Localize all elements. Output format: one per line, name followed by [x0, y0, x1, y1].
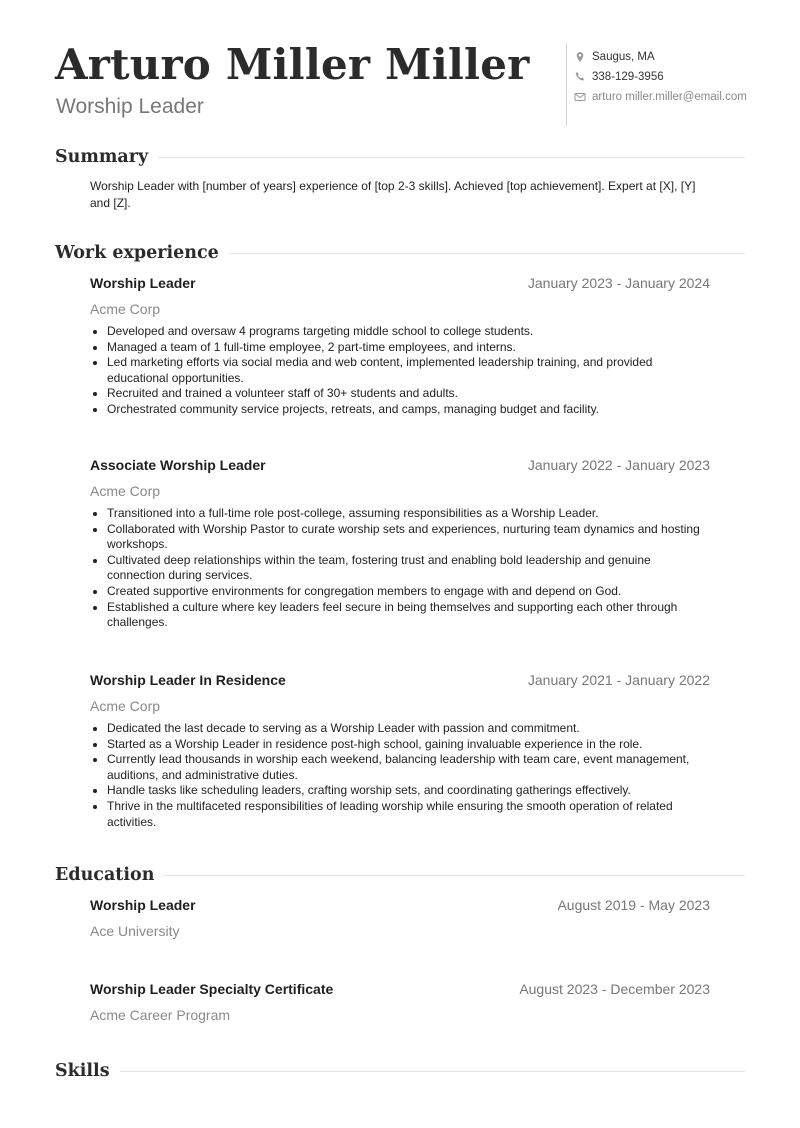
section-rule [120, 1071, 745, 1072]
section-rule [164, 875, 745, 876]
section-education-title: Education [55, 865, 155, 885]
education-entry [90, 897, 710, 943]
phone-icon [574, 71, 586, 83]
contact-location [574, 47, 794, 67]
list-item: • Transitioned into a full-time role post-college, assuming responsibilities as a Worship Leader. [107, 506, 710, 522]
section-summary-title: Summary [55, 147, 149, 167]
contact-divider [566, 44, 567, 126]
envelope-icon [574, 91, 586, 103]
section-work [55, 243, 745, 263]
list-item: • Handle tasks like scheduling leaders, crafting worship sets, and coordinating gatherings effectively. [107, 783, 710, 799]
education-entry [90, 981, 710, 1027]
list-item: • Currently lead thousands in worship each weekend, balancing leadership with team care, event management, auditions, and administrative duties. [107, 752, 710, 783]
section-work-title: Work experience [55, 243, 219, 263]
job-dates: January 2021 - January 2022 [527, 672, 710, 688]
job-company: Acme Corp [90, 483, 161, 499]
job-dates: January 2022 - January 2023 [527, 457, 710, 473]
section-education [55, 865, 745, 885]
entry-header [90, 981, 710, 1003]
entry-header [90, 897, 710, 919]
email-link[interactable]: arturo miller.miller@email.com [592, 91, 747, 103]
section-rule [158, 157, 745, 158]
job-title: Worship Leader [90, 275, 196, 291]
list-item: • Recruited and trained a volunteer staff of 30+ students and adults. [107, 386, 710, 402]
contact-email[interactable] [574, 87, 794, 107]
section-summary [55, 147, 745, 167]
degree-title: Worship Leader Specialty Certificate [90, 981, 334, 997]
job-dates: January 2023 - January 2024 [527, 275, 710, 291]
list-item: • Led marketing efforts via social media and web content, implemented leadership training, and provided educational opportunities. [107, 355, 710, 386]
list-item: • Dedicated the last decade to serving as a Worship Leader with passion and commitment. [107, 721, 710, 737]
job-bullets [90, 324, 710, 418]
candidate-headline: Worship Leader [56, 95, 204, 118]
job-title: Worship Leader In Residence [90, 672, 286, 688]
work-entry [90, 672, 710, 830]
list-item: • Established a culture where key leaders feel secure in being themselves and supporting each other through challenges. [107, 600, 710, 631]
location-text: Saugus, MA [592, 51, 655, 63]
list-item: • Cultivated deep relationships within the team, fostering trust and enabling bold leadership and genuine connection during services. [107, 553, 710, 584]
section-rule [229, 253, 745, 254]
list-item: • Thrive in the multifaceted responsibilities of leading worship while ensuring the smooth operation of related activities. [107, 799, 710, 830]
work-entry [90, 275, 710, 418]
section-skills-title: Skills [55, 1061, 110, 1081]
summary-text: Worship Leader with [number of years] experience of [top 2-3 skills]. Achieved [top achievement]. Expert at [X], [Y] and [Z]. [90, 179, 696, 210]
list-item: • Collaborated with Worship Pastor to curate worship sets and experiences, nurturing team dynamics and hosting workshops. [107, 522, 710, 553]
contact-phone [574, 67, 794, 87]
candidate-name: Arturo Miller Miller [55, 40, 530, 89]
list-item: • Started as a Worship Leader in residence post-high school, gaining invaluable experience in the role. [107, 737, 710, 753]
entry-header [90, 275, 710, 297]
job-bullets [90, 721, 710, 830]
degree-dates: August 2019 - May 2023 [557, 897, 710, 913]
phone-text: 338-129-3956 [592, 71, 664, 83]
list-item: • Orchestrated community service projects, retreats, and camps, managing budget and facility. [107, 402, 710, 418]
section-skills [55, 1061, 745, 1081]
work-entry [90, 457, 710, 631]
job-company: Acme Corp [90, 301, 161, 317]
job-company: Acme Corp [90, 698, 161, 714]
list-item: • Managed a team of 1 full-time employee, 2 part-time employees, and interns. [107, 340, 710, 356]
school-name: Ace University [90, 923, 180, 939]
list-item: • Created supportive environments for congregation members to engage with and depend on God. [107, 584, 710, 600]
school-name: Acme Career Program [90, 1007, 231, 1023]
contact-block [574, 47, 794, 107]
degree-title: Worship Leader [90, 897, 196, 913]
entry-header [90, 457, 710, 479]
list-item: • Developed and oversaw 4 programs targeting middle school to college students. [107, 324, 710, 340]
map-pin-icon [574, 51, 586, 63]
job-title: Associate Worship Leader [90, 457, 266, 473]
degree-dates: August 2023 - December 2023 [519, 981, 710, 997]
job-bullets [90, 506, 710, 631]
entry-header [90, 672, 710, 694]
